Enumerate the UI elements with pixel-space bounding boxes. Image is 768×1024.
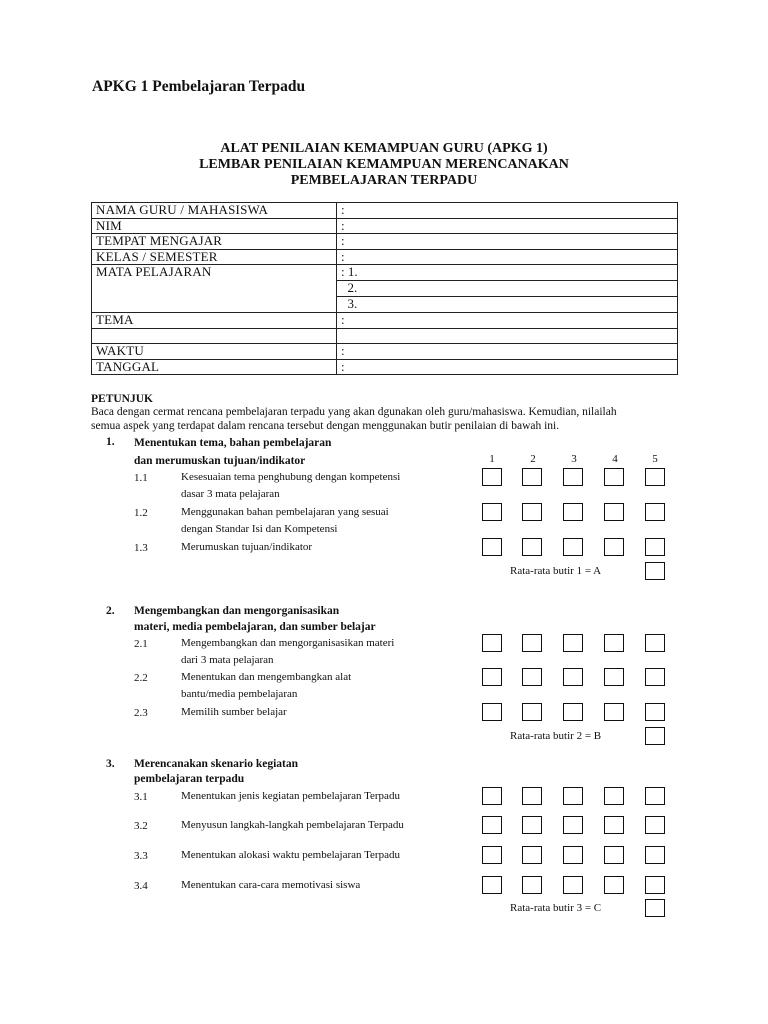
- row-label: WAKTU: [92, 344, 337, 360]
- row-label: TEMPAT MENGAJAR: [92, 234, 337, 250]
- score-checkbox-3[interactable]: [563, 468, 583, 486]
- score-checkbox-3[interactable]: [563, 876, 583, 894]
- scale-label-2: 2: [530, 453, 536, 465]
- table-row: [92, 203, 678, 219]
- score-checkbox-2[interactable]: [522, 634, 542, 652]
- item-number: 2.2: [134, 672, 148, 684]
- item-text: Menentukan cara-cara memotivasi siswa: [181, 879, 361, 891]
- item-text-line: Menentukan dan mengembangkan alat: [181, 671, 352, 683]
- table-row: [92, 344, 678, 360]
- score-checkbox-2[interactable]: [522, 538, 542, 556]
- score-checkbox-2[interactable]: [522, 816, 542, 834]
- row-value[interactable]: :: [337, 313, 678, 329]
- average-label: Rata-rata butir 3 = C: [510, 902, 602, 914]
- score-checkbox-2[interactable]: [522, 876, 542, 894]
- item-text: [181, 669, 351, 703]
- score-checkbox-3[interactable]: [563, 846, 583, 864]
- score-checkbox-4[interactable]: [604, 634, 624, 652]
- item-number: 3.2: [134, 820, 148, 832]
- score-checkbox-1[interactable]: [482, 503, 502, 521]
- score-checkbox-2[interactable]: [522, 468, 542, 486]
- section-title: Mengembangkan dan mengorganisasikan: [134, 605, 340, 617]
- score-checkbox-3[interactable]: [563, 703, 583, 721]
- score-checkbox-3[interactable]: [563, 668, 583, 686]
- average-score-box[interactable]: [645, 562, 665, 580]
- scale-label-1: 1: [489, 453, 495, 465]
- identity-table: [91, 202, 678, 375]
- table-row: [92, 265, 678, 281]
- score-checkbox-4[interactable]: [604, 816, 624, 834]
- item-text-line: bantu/media pembelajaran: [181, 688, 298, 700]
- instructions-text: [91, 405, 681, 433]
- score-checkbox-2[interactable]: [522, 703, 542, 721]
- item-text: [181, 635, 394, 669]
- instructions-line-2: semua aspek yang terdapat dalam rencana tersebut dengan menggunakan butir penilaian di bawah ini.: [91, 420, 560, 432]
- row-value[interactable]: 3.: [337, 297, 678, 313]
- score-checkbox-5[interactable]: [645, 816, 665, 834]
- section-number: 2.: [106, 605, 115, 617]
- score-checkbox-4[interactable]: [604, 876, 624, 894]
- item-number: 2.1: [134, 638, 148, 650]
- row-value[interactable]: :: [337, 344, 678, 360]
- score-checkbox-5[interactable]: [645, 668, 665, 686]
- scale-label-3: 3: [571, 453, 577, 465]
- scale-label-4: 4: [612, 453, 618, 465]
- row-value[interactable]: 2.: [337, 281, 678, 297]
- score-checkbox-3[interactable]: [563, 538, 583, 556]
- item-text-line: Menggunakan bahan pembelajaran yang sesuai: [181, 506, 389, 518]
- score-checkbox-1[interactable]: [482, 538, 502, 556]
- score-checkbox-2[interactable]: [522, 787, 542, 805]
- score-checkbox-4[interactable]: [604, 787, 624, 805]
- item-number: 3.3: [134, 850, 148, 862]
- instructions-line-1: Baca dengan cermat rencana pembelajaran terpadu yang akan dgunakan oleh guru/mahasiswa. Kemudian, nilailah: [91, 406, 617, 418]
- item-text-line: dasar 3 mata pelajaran: [181, 488, 280, 500]
- table-row: [92, 234, 678, 250]
- row-label: TEMA: [92, 313, 337, 329]
- average-label: Rata-rata butir 1 = A: [510, 565, 602, 577]
- score-checkbox-3[interactable]: [563, 787, 583, 805]
- score-checkbox-1[interactable]: [482, 876, 502, 894]
- score-checkbox-1[interactable]: [482, 703, 502, 721]
- document-title: APKG 1 Pembelajaran Terpadu: [92, 78, 306, 95]
- row-label: [92, 328, 337, 344]
- row-value[interactable]: :: [337, 218, 678, 234]
- section-title: materi, media pembelajaran, dan sumber belajar: [134, 621, 376, 633]
- score-checkbox-5[interactable]: [645, 876, 665, 894]
- section-title: Merencanakan skenario kegiatan: [134, 758, 298, 770]
- section-title: Menentukan tema, bahan pembelajaran: [134, 437, 332, 449]
- item-number: 2.3: [134, 707, 148, 719]
- heading-line-2: LEMBAR PENILAIAN KEMAMPUAN MERENCANAKAN: [199, 157, 569, 172]
- score-checkbox-4[interactable]: [604, 846, 624, 864]
- score-checkbox-3[interactable]: [563, 816, 583, 834]
- row-label: NAMA GURU / MAHASISWA: [92, 203, 337, 219]
- score-checkbox-1[interactable]: [482, 816, 502, 834]
- table-row: [92, 218, 678, 234]
- score-checkbox-2[interactable]: [522, 503, 542, 521]
- score-checkbox-2[interactable]: [522, 846, 542, 864]
- item-text: Memilih sumber belajar: [181, 706, 287, 718]
- score-checkbox-4[interactable]: [604, 703, 624, 721]
- table-row: [92, 328, 678, 344]
- item-number: 1.3: [134, 542, 148, 554]
- item-text: Merumuskan tujuan/indikator: [181, 541, 313, 553]
- table-row: [92, 359, 678, 375]
- score-checkbox-4[interactable]: [604, 468, 624, 486]
- row-label: MATA PELAJARAN: [92, 265, 337, 313]
- item-text-line: Mengembangkan dan mengorganisasikan materi: [181, 637, 395, 649]
- table-row: [92, 313, 678, 329]
- score-checkbox-2[interactable]: [522, 668, 542, 686]
- item-text: [181, 469, 400, 503]
- score-checkbox-1[interactable]: [482, 634, 502, 652]
- item-text: Menentukan alokasi waktu pembelajaran Terpadu: [181, 849, 400, 861]
- score-checkbox-5[interactable]: [645, 846, 665, 864]
- score-checkbox-1[interactable]: [482, 468, 502, 486]
- score-checkbox-1[interactable]: [482, 668, 502, 686]
- average-score-box[interactable]: [645, 727, 665, 745]
- score-checkbox-1[interactable]: [482, 846, 502, 864]
- instructions-title: PETUNJUK: [91, 393, 153, 405]
- table-row: [92, 249, 678, 265]
- section-number: 1.: [106, 436, 115, 448]
- section-title: dan merumuskan tujuan/indikator: [134, 455, 306, 467]
- score-checkbox-4[interactable]: [604, 668, 624, 686]
- row-value[interactable]: :: [337, 249, 678, 265]
- score-checkbox-3[interactable]: [563, 634, 583, 652]
- item-number: 1.2: [134, 507, 148, 519]
- score-checkbox-4[interactable]: [604, 503, 624, 521]
- heading-line-3: PEMBELAJARAN TERPADU: [290, 173, 478, 188]
- item-text: [181, 504, 389, 538]
- score-checkbox-5[interactable]: [645, 634, 665, 652]
- average-score-box[interactable]: [645, 899, 665, 917]
- item-text: Menentukan jenis kegiatan pembelajaran Terpadu: [181, 790, 400, 802]
- score-checkbox-5[interactable]: [645, 468, 665, 486]
- item-text-line: Kesesuaian tema penghubung dengan kompetensi: [181, 471, 401, 483]
- item-number: 3.1: [134, 791, 148, 803]
- item-text: Menyusun langkah-langkah pembelajaran Terpadu: [181, 819, 404, 831]
- score-checkbox-5[interactable]: [645, 787, 665, 805]
- item-number: 3.4: [134, 880, 148, 892]
- score-checkbox-5[interactable]: [645, 503, 665, 521]
- row-value[interactable]: [337, 328, 678, 344]
- score-checkbox-5[interactable]: [645, 703, 665, 721]
- section-number: 3.: [106, 758, 115, 770]
- average-label: Rata-rata butir 2 = B: [510, 730, 602, 742]
- row-label: TANGGAL: [92, 359, 337, 375]
- scale-label-5: 5: [652, 453, 658, 465]
- row-label: KELAS / SEMESTER: [92, 249, 337, 265]
- score-checkbox-4[interactable]: [604, 538, 624, 556]
- item-number: 1.1: [134, 472, 148, 484]
- score-checkbox-1[interactable]: [482, 787, 502, 805]
- item-text-line: dari 3 mata pelajaran: [181, 654, 274, 666]
- heading-line-1: ALAT PENILAIAN KEMAMPUAN GURU (APKG 1): [220, 141, 548, 156]
- row-value[interactable]: :: [337, 203, 678, 219]
- row-value[interactable]: : 1.: [337, 265, 678, 281]
- row-label: NIM: [92, 218, 337, 234]
- score-checkbox-5[interactable]: [645, 538, 665, 556]
- section-title: pembelajaran terpadu: [134, 773, 245, 785]
- row-value[interactable]: :: [337, 234, 678, 250]
- row-value[interactable]: :: [337, 359, 678, 375]
- score-checkbox-3[interactable]: [563, 503, 583, 521]
- item-text-line: dengan Standar Isi dan Kompetensi: [181, 523, 338, 535]
